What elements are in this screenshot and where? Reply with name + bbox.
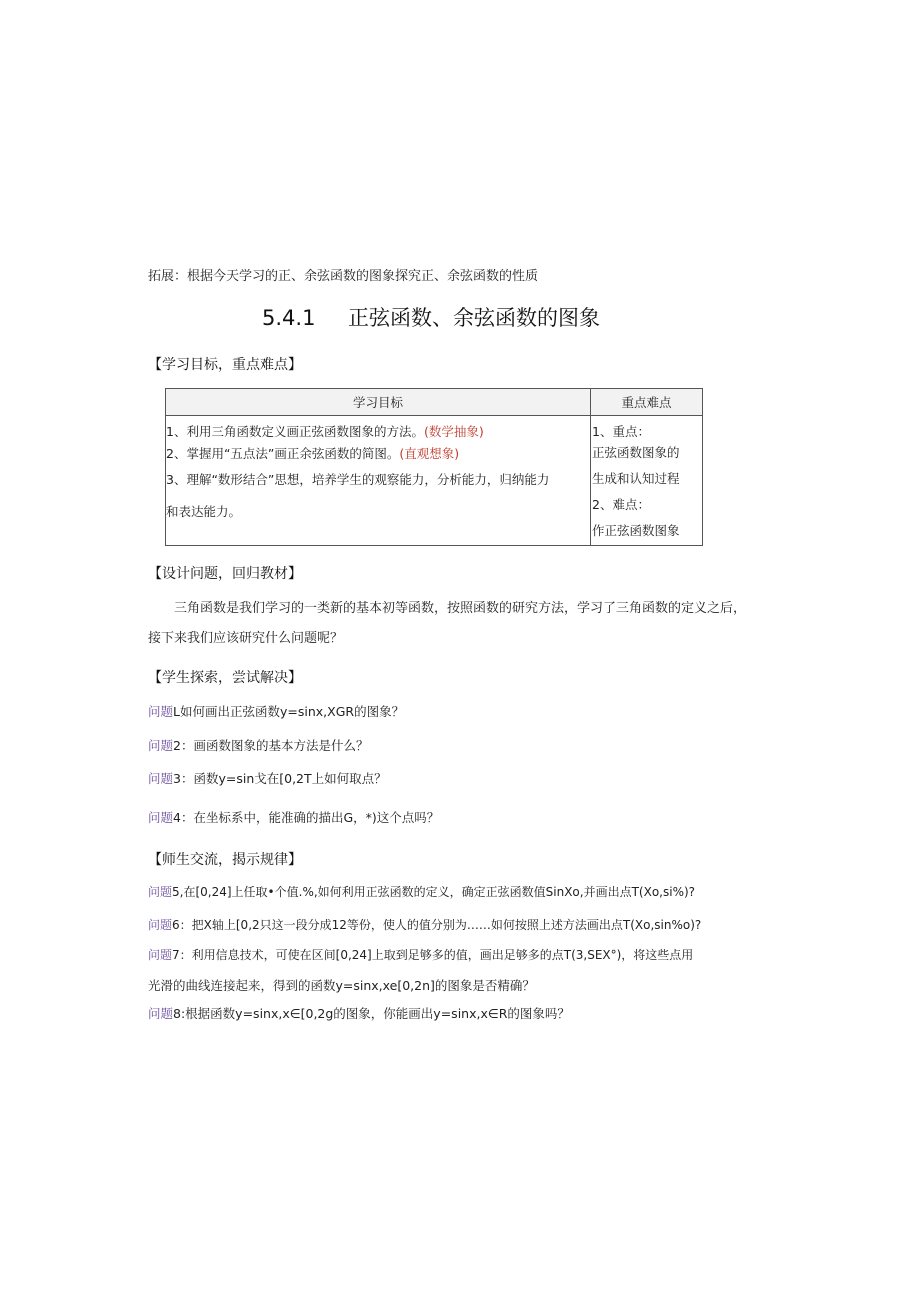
- question-5: 问题5,在[0,24]上任取•个值.%,如何利用正弦函数的定义，确定正弦函数值SinXo,并画出点T(Xo,si%)?: [148, 885, 696, 899]
- question-1: 问题L如何画出正弦函数y=sinx,XGR的图象？: [148, 704, 405, 719]
- question-7-cont: 光滑的曲线连接起来，得到的函数y=sinx,xe[0,2n]的图象是否精确？: [148, 978, 535, 993]
- key-point-line: 2、难点：: [592, 497, 650, 512]
- col2-header: 重点难点: [591, 389, 703, 416]
- question-4: 问题4：在坐标系中，能准确的描出G，*)这个点吗？: [148, 810, 440, 825]
- col1-header: 学习目标: [166, 389, 591, 416]
- section-exchange-heading: 【师生交流，揭示规律】: [148, 852, 302, 868]
- question-6: 问题6：把X轴上[0,2只这一段分成12等份，使人的值分别为……如何按照上述方法画出点T(Xo,sin%o)?: [148, 918, 702, 932]
- question-3: 问题3：函数y=sin戈在[0,2T上如何取点？: [148, 771, 387, 786]
- section-design-heading: 【设计问题，回归教材】: [148, 566, 302, 582]
- goals-cell: [166, 416, 591, 546]
- goal-item-1: 1、利用三角函数定义画正弦函数图象的方法。(数学抽象): [166, 424, 484, 439]
- design-paragraph-line-2: 接下来我们应该研究什么问题呢？: [148, 631, 344, 646]
- title-text: 正弦函数、余弦函数的图象: [348, 306, 600, 330]
- key-point-line: 正弦函数图象的: [592, 445, 680, 460]
- question-8: 问题8:根据函数y=sinx,x∈[0,2g的图象，你能画出y=sinx,x∈R的图象吗？: [148, 1006, 570, 1021]
- goal-item-3: 3、理解“数形结合”思想，培养学生的观察能力，分析能力，归纳能力: [166, 472, 550, 487]
- section-explore-heading: 【学生探索，尝试解决】: [148, 670, 302, 686]
- question-7: 问题7：利用信息技术，可使在区间[0,24]上取到足够多的值，画出足够多的点T(3,SEX°)，将这些点用: [148, 948, 694, 962]
- question-2: 问题2：画函数图象的基本方法是什么？: [148, 738, 369, 753]
- goal-item-2: 2、掌握用“五点法”画正余弦函数的简图。(直观想象): [166, 446, 460, 461]
- section-goals-heading: 【学习目标，重点难点】: [148, 357, 302, 373]
- key-points-cell: [591, 416, 703, 546]
- key-point-line: 作正弦函数图象: [592, 523, 680, 538]
- key-point-line: 生成和认知过程: [592, 471, 680, 486]
- design-paragraph-line-1: 三角函数是我们学习的一类新的基本初等函数，按照函数的研究方法，学习了三角函数的定义之后，: [174, 601, 747, 616]
- key-point-line: 1、重点：: [592, 424, 650, 439]
- goals-table: [165, 388, 703, 546]
- goal-item-3-cont: 和表达能力。: [166, 504, 242, 519]
- page-title: [262, 302, 600, 332]
- title-number: 5.4.1: [262, 306, 316, 330]
- extension-note: 拓展：根据今天学习的正、余弦函数的图象探究正、余弦函数的性质: [148, 269, 539, 284]
